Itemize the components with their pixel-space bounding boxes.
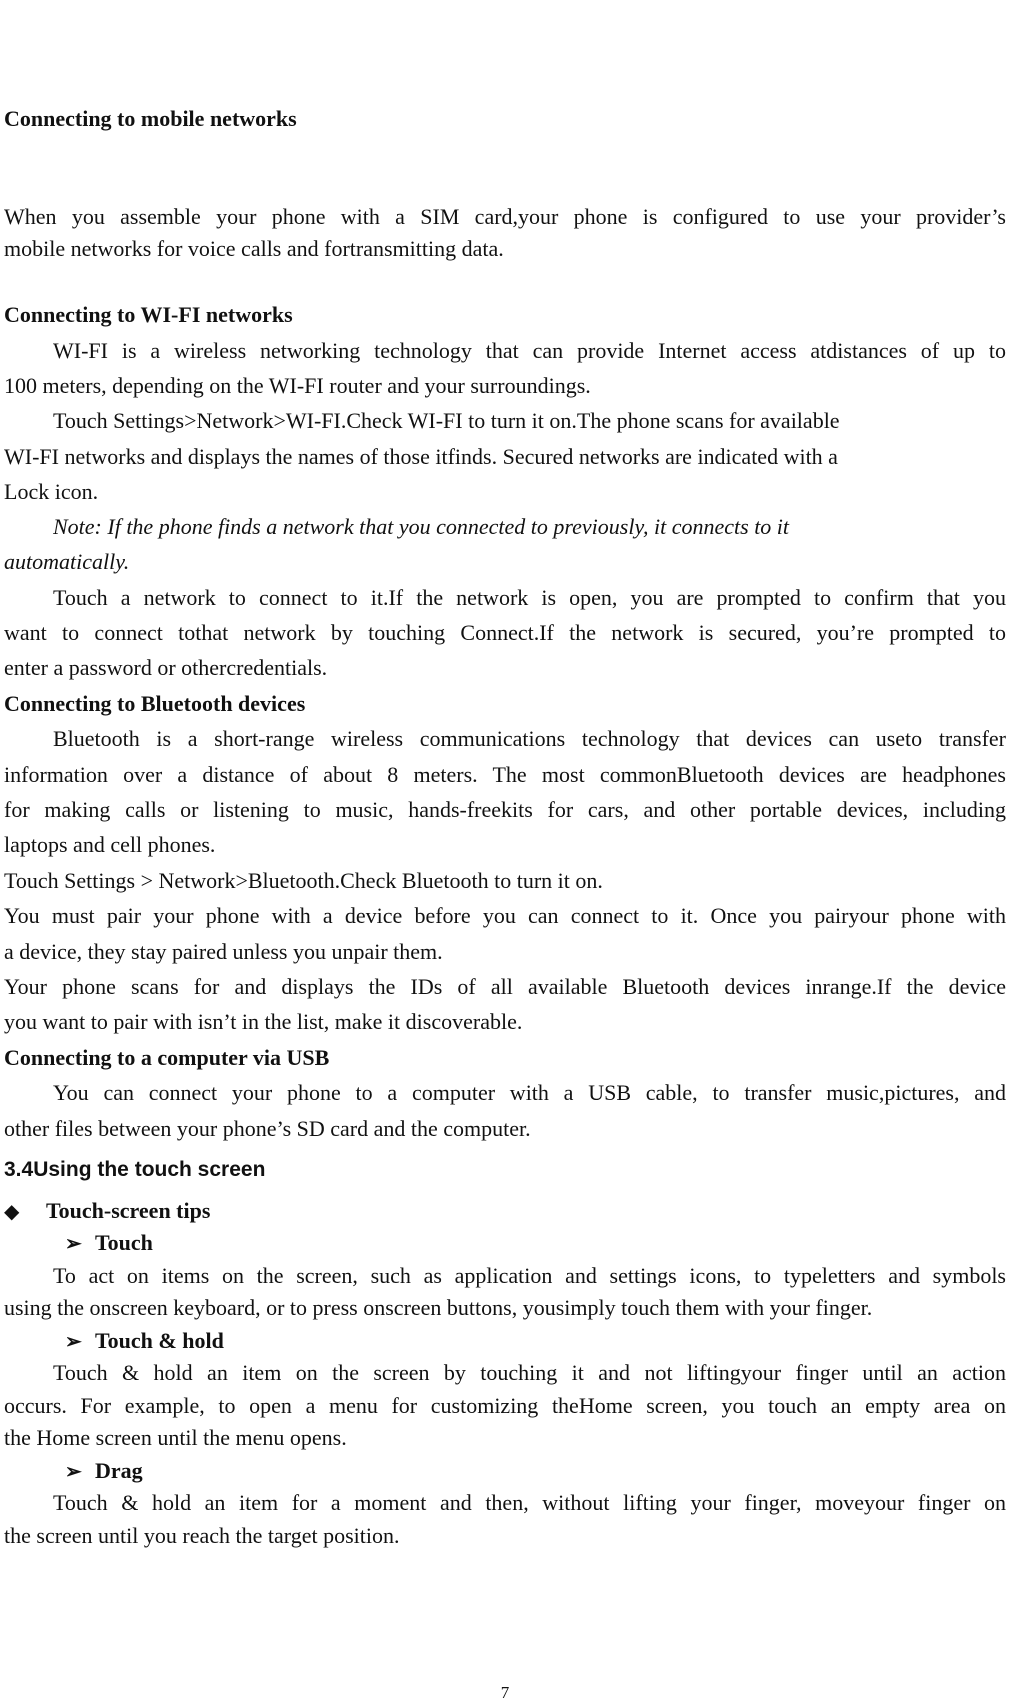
bluetooth-p1-line-2: information over a distance of about 8 meters. The most commonBluetooth devices are headphones (4, 762, 1006, 787)
page-title: Connecting to mobile networks (4, 106, 297, 131)
arrow-bullet-icon: ➢ (65, 1461, 82, 1483)
touch-screen-tips-label: Touch-screen tips (46, 1198, 211, 1223)
mobile-paragraph-line-1: When you assemble your phone with a SIM card,your phone is configured to use your provider’s (4, 204, 1006, 229)
touch-line-1: To act on items on the screen, such as application and settings icons, to typeletters and symbols (53, 1263, 1006, 1288)
usb-line-1: You can connect your phone to a computer with a USB cable, to transfer music,pictures, and (53, 1080, 1006, 1105)
wifi-heading: Connecting to WI-FI networks (4, 302, 293, 327)
bluetooth-p1-line-4: laptops and cell phones. (4, 832, 216, 857)
diamond-bullet-icon: ◆ (4, 1201, 20, 1223)
drag-heading (65, 1456, 1006, 1487)
touch-line-2: using the onscreen keyboard, or to press onscreen buttons, yousimply touch them with your finger. (4, 1295, 873, 1320)
arrow-bullet-icon: ➢ (65, 1233, 82, 1255)
bluetooth-p1-line-3: for making calls or listening to music, hands-freekits for cars, and other portable devices, including (4, 797, 1006, 822)
wifi-note-line-2: automatically. (4, 549, 130, 574)
drag-line-2: the screen until you reach the target position. (4, 1523, 400, 1548)
wifi-note-line-1: Note: If the phone finds a network that you connected to previously, it connects to it (53, 514, 790, 539)
bluetooth-p3-line-2: a device, they stay paired unless you unpair them. (4, 939, 443, 964)
touch-label: Touch (95, 1230, 153, 1255)
wifi-p2-line-2: WI-FI networks and displays the names of those itfinds. Secured networks are indicated with a (4, 444, 838, 469)
usb-line-2: other files between your phone’s SD card and the computer. (4, 1116, 531, 1141)
touch-hold-heading (65, 1326, 1006, 1357)
bluetooth-p3-line-1: You must pair your phone with a device before you can connect to it. Once you pairyour phone with (4, 903, 1006, 928)
touch-hold-line-2: occurs. For example, to open a menu for customizing theHome screen, you touch an empty area on (4, 1393, 1006, 1418)
touch-hold-line-3: the Home screen until the menu opens. (4, 1425, 347, 1450)
usb-heading: Connecting to a computer via USB (4, 1045, 330, 1070)
bluetooth-p4-line-1: Your phone scans for and displays the IDs of all available Bluetooth devices inrange.If the device (4, 974, 1006, 999)
mobile-paragraph-line-2: mobile networks for voice calls and fortransmitting data. (4, 236, 504, 261)
arrow-bullet-icon: ➢ (65, 1331, 82, 1353)
drag-label: Drag (95, 1458, 143, 1483)
wifi-p2-line-3: Lock icon. (4, 479, 99, 504)
touch-hold-line-1: Touch & hold an item on the screen by touching it and not liftingyour finger until an action (53, 1360, 1006, 1385)
wifi-p1-line-1: WI-FI is a wireless networking technology that can provide Internet access atdistances of up to (53, 338, 1006, 363)
bluetooth-p4-line-2: you want to pair with isn’t in the list, make it discoverable. (4, 1009, 523, 1034)
wifi-p2-line-1: Touch Settings>Network>WI-FI.Check WI-FI to turn it on.The phone scans for available (53, 408, 840, 433)
touch-hold-label: Touch & hold (95, 1328, 224, 1353)
wifi-p3-line-2: want to connect tothat network by touching Connect.If the network is secured, you’re prompted to (4, 620, 1006, 645)
wifi-p1-line-2: 100 meters, depending on the WI-FI router and your surroundings. (4, 373, 591, 398)
bluetooth-p2: Touch Settings > Network>Bluetooth.Check Bluetooth to turn it on. (4, 868, 603, 893)
wifi-p3-line-1: Touch a network to connect to it.If the network is open, you are prompted to confirm that you (53, 585, 1006, 610)
touch-heading (65, 1228, 1006, 1259)
section-3-4-heading: 3.4Using the touch screen (4, 1158, 266, 1181)
touch-screen-tips-heading (4, 1196, 1006, 1227)
drag-line-1: Touch & hold an item for a moment and then, without lifting your finger, moveyour finger on (53, 1490, 1006, 1515)
bluetooth-p1-line-1: Bluetooth is a short-range wireless communications technology that devices can useto transfer (53, 726, 1006, 751)
bluetooth-heading: Connecting to Bluetooth devices (4, 691, 306, 716)
page-number: 7 (500, 1683, 510, 1702)
wifi-p3-line-3: enter a password or othercredentials. (4, 655, 328, 680)
